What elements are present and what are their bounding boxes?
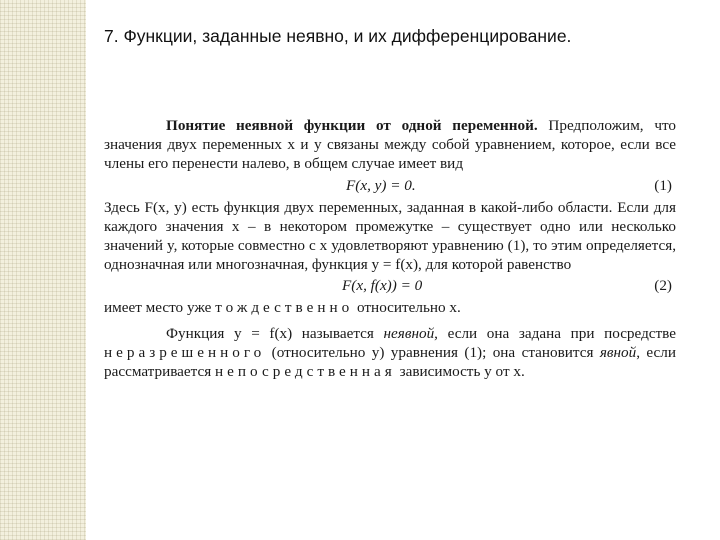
slide-title: 7. Функции, заданные неявно, и их дифференцирование.	[104, 26, 572, 46]
paragraph-identity	[104, 298, 676, 317]
term-explicit: явной	[599, 343, 637, 361]
equation-1	[104, 174, 676, 198]
textbook-excerpt	[104, 116, 676, 381]
text-segment: имеет место уже	[104, 299, 216, 317]
text-segment: относительно x.	[353, 299, 461, 317]
paragraph-explanation: Здесь F(x, y) есть функция двух переменных, заданная в какой-либо области. Если для каждого значения x – в некотором промежутке – существует одно или несколько значений y, которые совместно с x удовлетворяют уравнению (1), то этим определяется, однозначная или многозначная, функция y = f(x), для которой равенство	[104, 198, 676, 274]
text-segment: , если она задана при посредстве	[434, 324, 676, 342]
paragraph-text: Предположим, что значения двух переменных x и y связаны между собой уравнением, которое, если все члены его перенести налево, в общем случае имеет вид	[104, 117, 676, 173]
text-segment: , если рассматривается	[104, 343, 676, 381]
decorative-side-stripe	[0, 0, 86, 540]
spaced-emphasis: неразрешенного	[104, 343, 266, 361]
spaced-emphasis: тождественно	[215, 299, 354, 317]
paragraph-definition	[104, 116, 676, 174]
equation-2	[104, 274, 676, 298]
equation-formula: F(x, f(x)) = 0	[342, 277, 423, 295]
term-implicit: неявной	[383, 324, 435, 342]
spaced-emphasis: непосредственная	[215, 363, 396, 381]
equation-number: (2)	[654, 277, 672, 295]
paragraph-implicit-definition	[104, 324, 676, 382]
text-segment: (относительно y) уравнения (1); она становится	[265, 343, 600, 361]
section-heading: Понятие неявной функции от одной переменной.	[166, 117, 538, 134]
text-segment: Функция y = f(x) называется	[166, 324, 384, 342]
text-segment: зависимость y от x.	[395, 363, 525, 381]
equation-number: (1)	[654, 176, 672, 194]
equation-formula: F(x, y) = 0.	[346, 176, 416, 194]
